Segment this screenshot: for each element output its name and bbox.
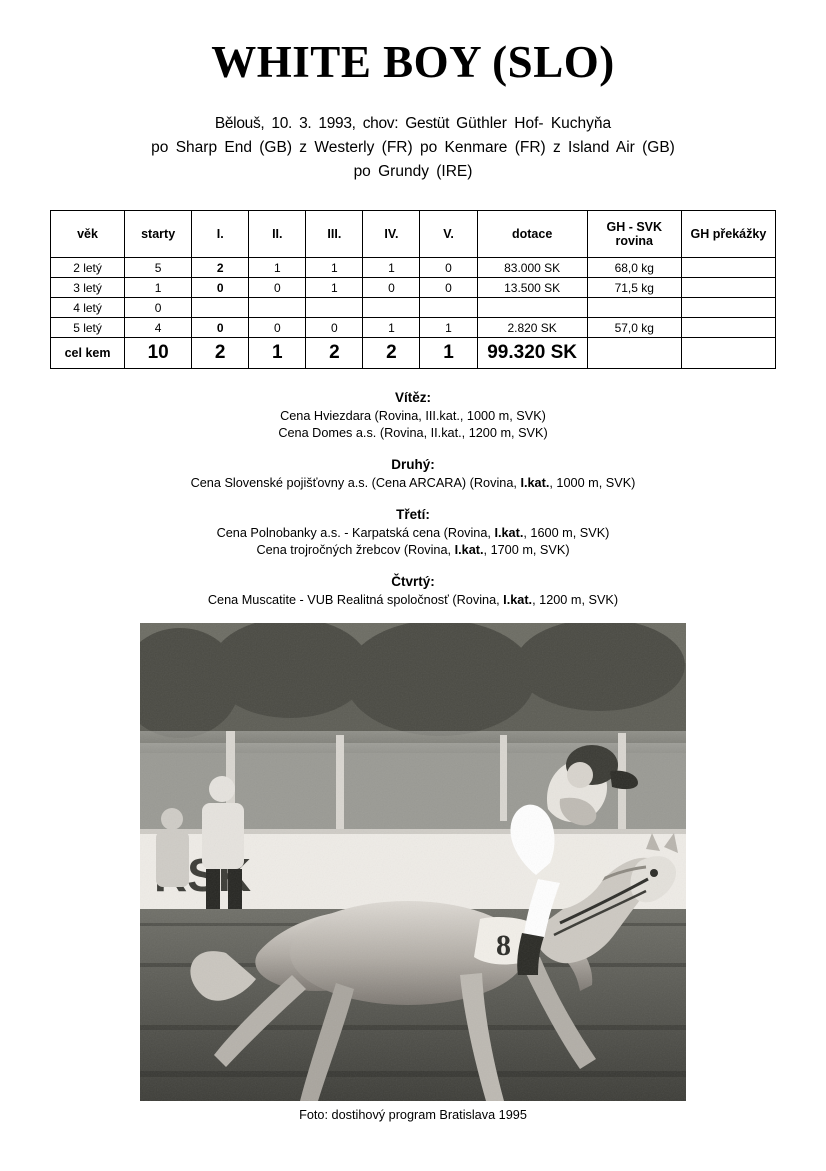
cell-place-4: 1 [363, 318, 420, 338]
race-text-post: , 1700 m, SVK) [483, 543, 570, 557]
total-place-3: 2 [306, 338, 363, 369]
total-label: cel kem [51, 338, 125, 369]
cell-gh-prekazky [681, 278, 775, 298]
photo-caption: Foto: dostihový program Bratislava 1995 [299, 1108, 527, 1122]
race-text-bold: I.kat. [494, 526, 524, 540]
cell-place-4: 0 [363, 278, 420, 298]
total-place-4: 2 [363, 338, 420, 369]
cell-dotace: 2.820 SK [477, 318, 587, 338]
cell-place-1: 2 [192, 258, 249, 278]
cell-place-2 [249, 298, 306, 318]
cell-place-2: 1 [249, 258, 306, 278]
race-text-bold: I.kat. [503, 593, 533, 607]
cell-place-3: 0 [306, 318, 363, 338]
cell-starty: 5 [125, 258, 192, 278]
cell-place-3 [306, 298, 363, 318]
cell-place-4 [363, 298, 420, 318]
total-place-1: 2 [192, 338, 249, 369]
header-dotace: dotace [477, 211, 587, 258]
pedigree-line-2: po Sharp End (GB) z Westerly (FR) po Kenmare (FR) z Island Air (GB) [151, 139, 675, 156]
cell-place-5: 0 [420, 258, 477, 278]
cell-place-1 [192, 298, 249, 318]
cell-gh-rovina [587, 298, 681, 318]
header-place-4: IV. [363, 211, 420, 258]
race-entry [46, 525, 780, 542]
cell-dotace [477, 298, 587, 318]
race-text-bold: I.kat. [454, 543, 484, 557]
cell-place-5 [420, 298, 477, 318]
photo-block [140, 623, 686, 1122]
race-entry [46, 475, 780, 492]
pedigree-line-1b: Güthler Hof- Kuchyňa [456, 115, 612, 132]
cell-gh-rovina: 71,5 kg [587, 278, 681, 298]
career-results-table [50, 210, 776, 369]
table-row [51, 278, 776, 298]
race-entry [46, 592, 780, 609]
results-group-winner [46, 389, 780, 442]
header-place-1: I. [192, 211, 249, 258]
cell-gh-rovina: 57,0 kg [587, 318, 681, 338]
cell-place-5: 1 [420, 318, 477, 338]
race-text-pre: Cena Slovenské pojišťovny a.s. (Cena ARCARA) (Rovina, [190, 476, 521, 490]
cell-place-3: 1 [306, 258, 363, 278]
race-entry [46, 425, 780, 442]
cell-place-2: 0 [249, 318, 306, 338]
results-heading: Čtvrtý: [391, 574, 435, 589]
total-gh-prekazky [681, 338, 775, 369]
header-place-3: III. [306, 211, 363, 258]
race-text-pre: Cena Muscatite - VUB Realitná spoločnosť (Rovina, [207, 593, 504, 607]
header-place-5: V. [420, 211, 477, 258]
total-place-2: 1 [249, 338, 306, 369]
racehorse-photo [140, 623, 686, 1101]
cell-vek: 2 letý [51, 258, 125, 278]
race-entry [46, 408, 780, 425]
header-vek: věk [51, 211, 125, 258]
table-row [51, 318, 776, 338]
header-gh-svk-rovina: GH - SVK rovina [587, 211, 681, 258]
results-group-third [46, 506, 780, 559]
cell-vek: 5 letý [51, 318, 125, 338]
results-heading: Třetí: [396, 507, 430, 522]
cell-starty: 1 [125, 278, 192, 298]
cell-vek: 3 letý [51, 278, 125, 298]
race-text-post: , 1000 m, SVK) [549, 476, 636, 490]
race-text-pre: Cena trojročných žrebcov (Rovina, [256, 543, 455, 557]
table-row [51, 258, 776, 278]
cell-starty: 0 [125, 298, 192, 318]
cell-place-5: 0 [420, 278, 477, 298]
header-place-2: II. [249, 211, 306, 258]
cell-gh-rovina: 68,0 kg [587, 258, 681, 278]
results-heading: Druhý: [391, 457, 435, 472]
race-text-bold: I.kat. [520, 476, 550, 490]
total-place-5: 1 [420, 338, 477, 369]
race-entry [46, 542, 780, 559]
cell-place-1: 0 [192, 278, 249, 298]
results-heading: Vítěz: [394, 390, 431, 405]
pedigree-block [46, 112, 780, 184]
cell-dotace: 83.000 SK [477, 258, 587, 278]
race-text-pre: Cena Domes a.s. (Rovina, II.kat., 1200 m, SVK) [278, 426, 548, 440]
header-starty: starty [125, 211, 192, 258]
cell-starty: 4 [125, 318, 192, 338]
total-starty: 10 [125, 338, 192, 369]
cell-gh-prekazky [681, 298, 775, 318]
cell-place-3: 1 [306, 278, 363, 298]
race-text-post: , 1600 m, SVK) [523, 526, 610, 540]
race-text-post: , 1200 m, SVK) [532, 593, 619, 607]
cell-vek: 4 letý [51, 298, 125, 318]
results-group-second [46, 456, 780, 492]
header-gh-prekazky: GH překážky [681, 211, 775, 258]
pedigree-line-3: po Grundy (IRE) [353, 163, 473, 180]
total-gh-rovina [587, 338, 681, 369]
race-text-pre: Cena Hviezdara (Rovina, III.kat., 1000 m, SVK) [280, 409, 546, 423]
cell-place-2: 0 [249, 278, 306, 298]
results-group-fourth [46, 573, 780, 609]
table-total-row [51, 338, 776, 369]
pedigree-line-1a: Bělouš, 10. 3. 1993, chov: Gestüt [214, 115, 457, 132]
cell-gh-prekazky [681, 318, 775, 338]
pedigree-line-1 [46, 112, 780, 136]
cell-place-4: 1 [363, 258, 420, 278]
race-text-pre: Cena Polnobanky a.s. - Karpatská cena (Rovina, [216, 526, 495, 540]
cell-gh-prekazky [681, 258, 775, 278]
page-title: WHITE BOY (SLO) [211, 37, 615, 87]
cell-dotace: 13.500 SK [477, 278, 587, 298]
race-results-list [46, 389, 780, 609]
table-header-row [51, 211, 776, 258]
cell-place-1: 0 [192, 318, 249, 338]
total-dotace: 99.320 SK [477, 338, 587, 369]
table-row [51, 298, 776, 318]
